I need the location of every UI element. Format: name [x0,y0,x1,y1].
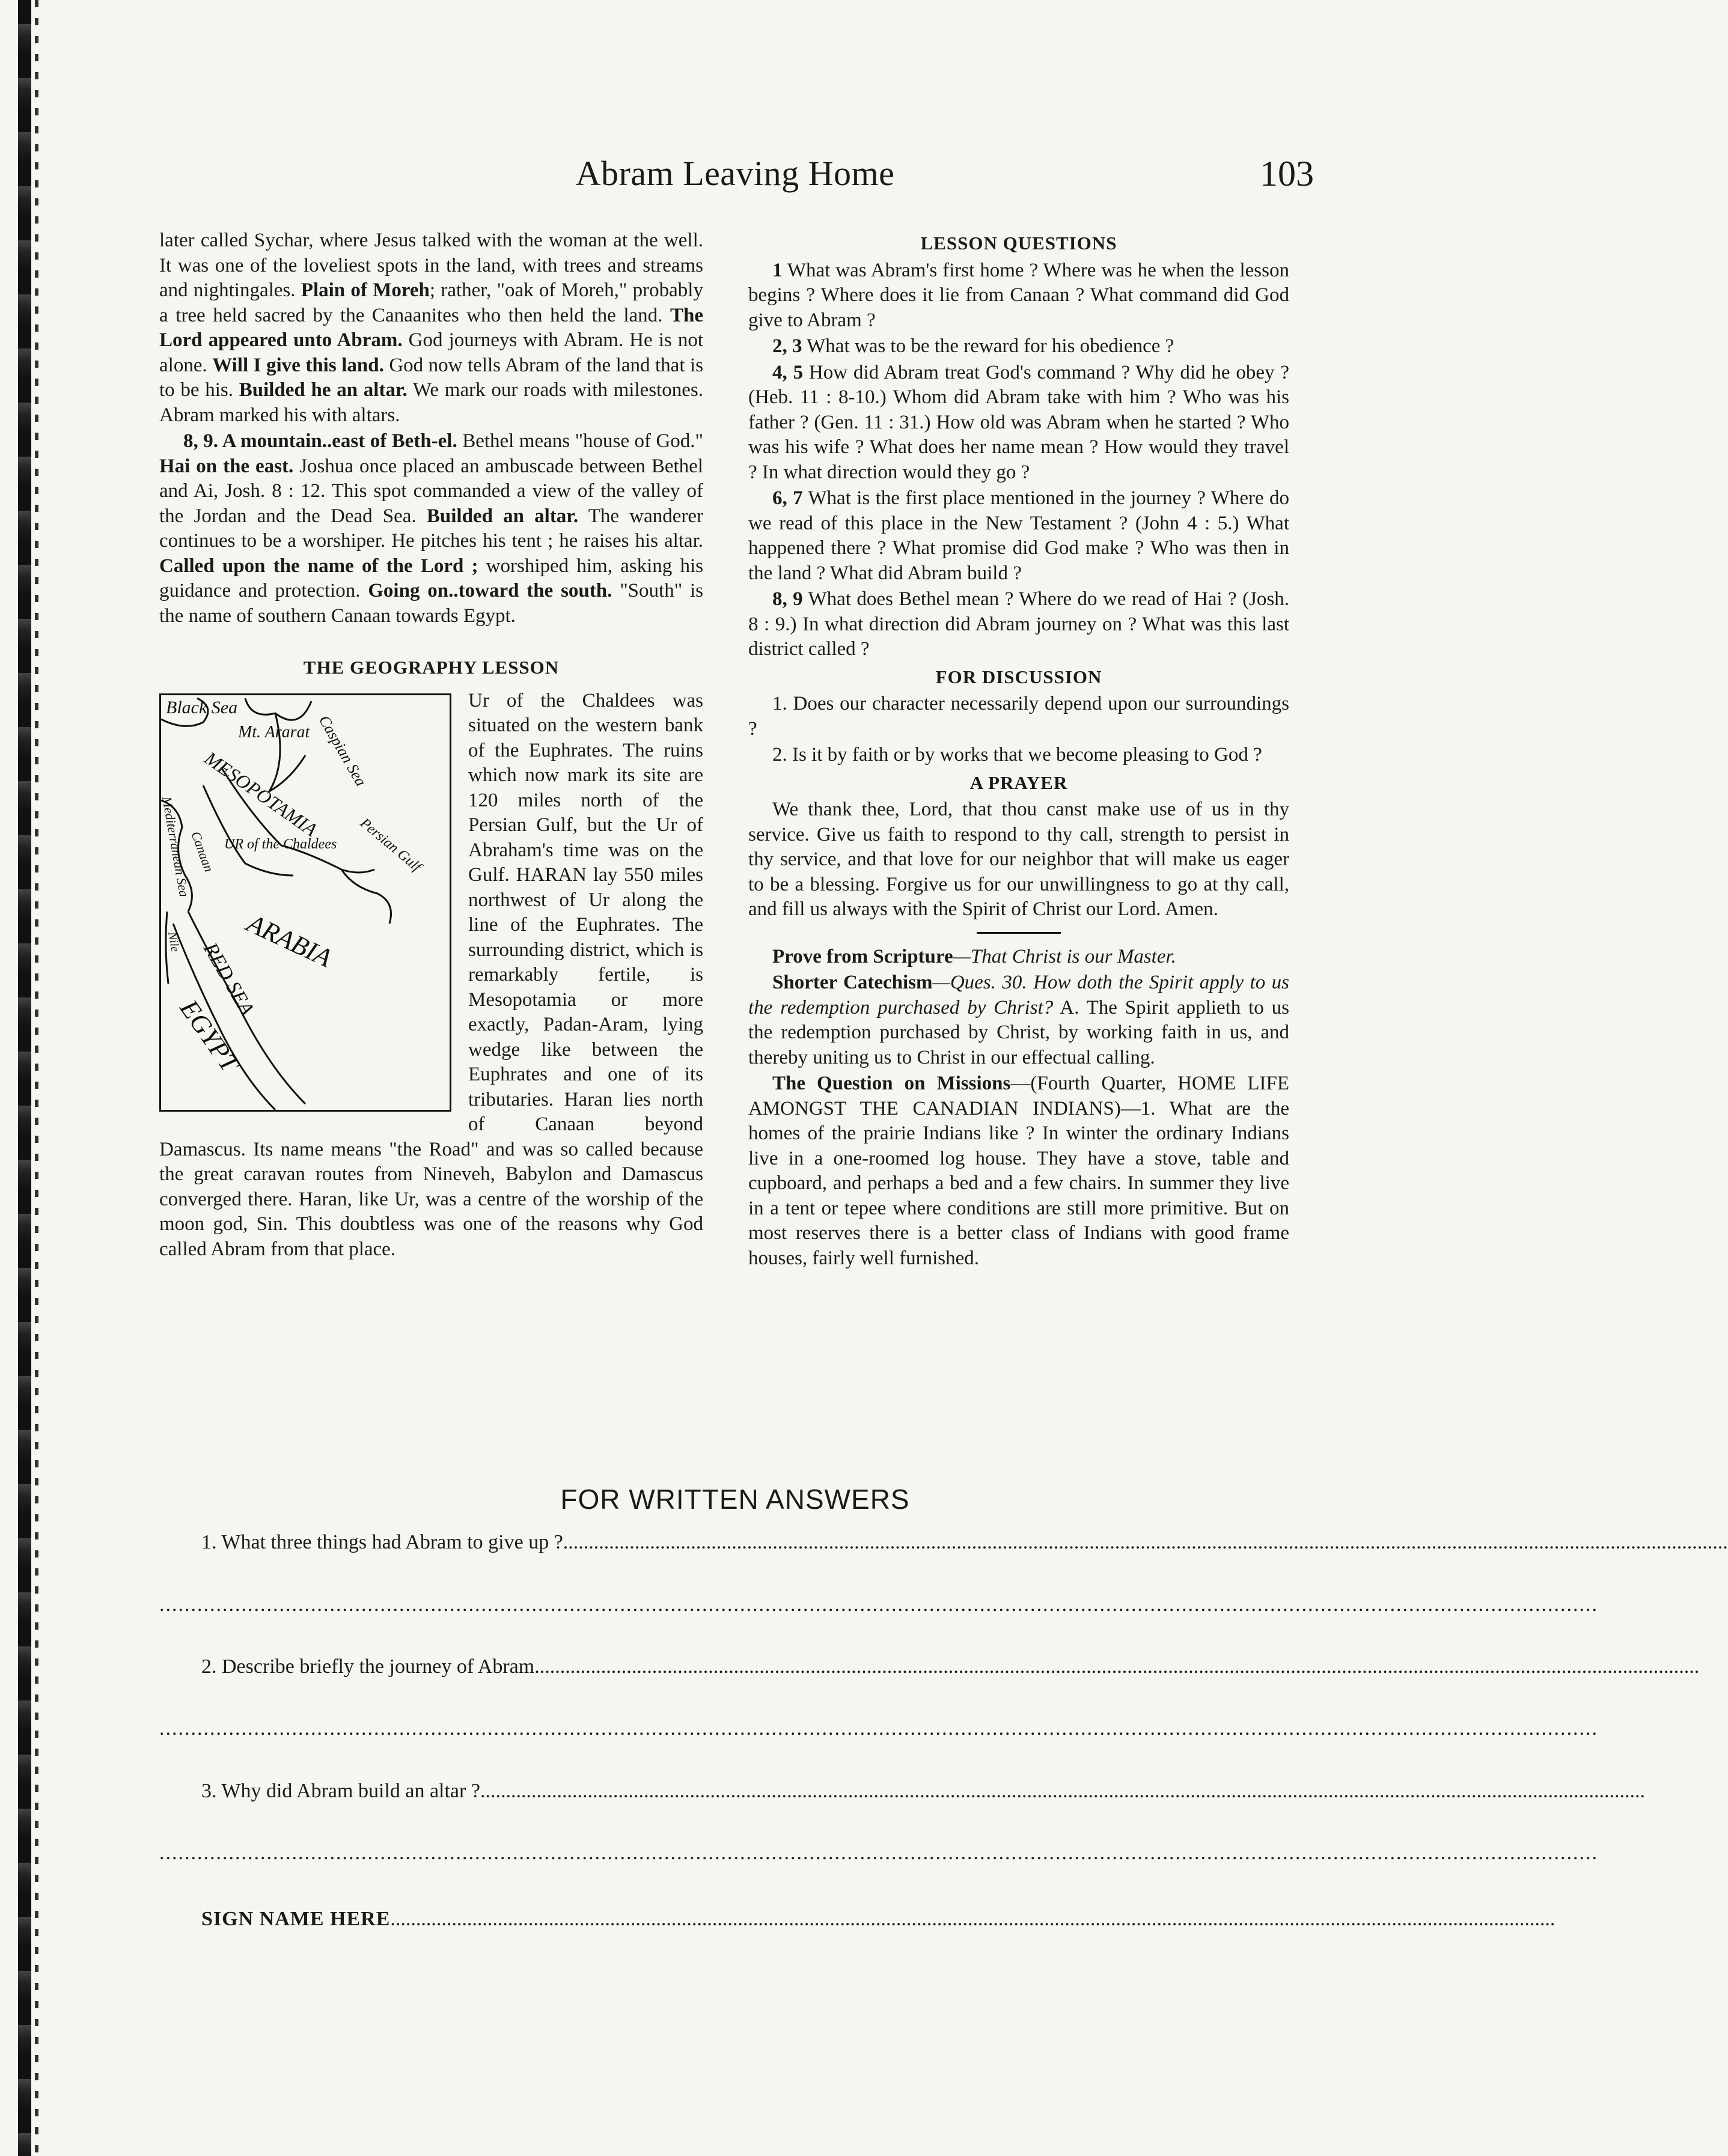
prove-text: —That Christ is our Master. [953,945,1176,967]
lesson-question [748,361,1289,486]
commentary-1-run: The Lord appeared unto Abram. [159,304,703,351]
question-text: What is the first place mentioned in the journey ? Where do we read of this place in the New Testament ? (John 4 : 5.) What happened there ? What promise did God make ? Who was then in the land ? What did Abram build ? [748,487,1290,584]
missions-label: The Question on Missions [772,1073,1011,1094]
missions-text: —(Fourth Quarter, HOME LIFE AMONGST THE CANADIAN INDIANS)—1. What are the homes of the prairie Indians like ? In winter the ordinary Indians live in a one-roomed log house. They have a stove, table and cupboard, and perhaps a bed and a few chairs. In summer they live in a tent or tepee where conditions are still more primitive. But on most reserves there is a better class of Indians with good frame houses, fairly well furnished. [748,1073,1289,1269]
commentary-1-run: later called Sychar, where Jesus talked with the woman at the well. It was one of the loveliest spots in the land, with trees and streams and nightingales. [159,230,703,301]
persian-gulf-shore [341,869,391,924]
written-question-1[interactable] [201,1531,1728,1554]
commentary-1-run: Builded he an altar. [239,379,408,401]
question-number: 6, 7 [772,487,803,509]
written-answers-title: FOR WRITTEN ANSWERS [560,1484,910,1515]
commentary-2-run: 8, 9. A mountain..east of Beth-el. [183,430,457,452]
map-label-red-sea: RED SEA [199,939,258,1019]
question-number: 2, 3 [772,335,802,357]
answer-line-3[interactable]: .................................................................................................................................................................................................................................... [159,1842,1598,1864]
left-column [159,228,703,1263]
commentary-1-run: God journeys with Abram. He is not alone. [159,329,703,376]
question-number: 8, 9 [772,588,803,610]
lesson-questions-list [748,258,1289,662]
map-label-black-sea: Black Sea [166,697,238,717]
written-question-2-label: 2. Describe briefly the journey of Abram [201,1655,535,1678]
lesson-question [748,334,1289,359]
commentary-1-run: Plain of Moreh [301,279,430,301]
map-label-canaan: Canaan [188,829,217,874]
commentary-2-run: The wanderer continues to be a worshiper. He pitches his tent ; he raises his altar. [159,505,703,552]
commentary-2-run: Going on..toward the south. [368,580,612,601]
commentary-paragraph-2 [159,429,703,629]
persian-gulf-head [341,869,374,872]
binding-holes [35,0,38,2156]
commentary-1-run: We mark our roads with milestones. Abram marked his with altars. [159,379,703,426]
map-label-mesopotamia: MESOPOTAMIA [200,746,322,841]
map-label-egypt: EGYPT [174,994,245,1077]
answer-dots: .................................................................................................................................................................................................................................... [563,1531,1728,1553]
prayer-text: We thank thee, Lord, that thou canst make use of us in thy service. Give us faith to respond to thy call, strength to persist in thy service, and that love for our neighbor that will make us eager to be a blessing. Forgive us for our unwillingness to go at thy call, and fill us always with the Spirit of Christ our Lord. Amen. [748,799,1289,920]
commentary-1-run: Will I give this land. [212,354,384,376]
map-label-persian-gulf: Persian Gulf [357,815,424,875]
geography-text: Ur of the Chaldees was situated on the western bank of the Euphrates. The ruins which now mark its site are 120 miles north of the Persian Gulf, but the Ur of Abraham's time was on the Gulf. HARAN lay 550 miles northwest of Ur along the line of the Euphrates. The surrounding district, which is remarkably fertile, is Mesopotamia or more exactly, Padan-Aram, lying wedge like between the Euphrates and one of its tributaries. Haran lies north of Canaan beyond Damascus. Its name means "the Road" and was so called because the great caravan routes from Nineveh, Babylon and Damascus converged there. Haran, like Ur, was a centre of the worship of the moon god, Sin. This doubtless was one of the reasons why God called Abram from that place. [159,689,703,1260]
written-question-3[interactable] [201,1780,1645,1803]
shorter-catechism [748,970,1289,1070]
map-label-nile: Nile [165,930,182,953]
map-label-mediterranean: Mediterranean Sea [159,795,192,898]
answer-dots: .................................................................................................................................................................................................................................... [390,1908,1556,1930]
map-label-ur: UR of the Chaldees [224,836,337,852]
prayer-heading: A PRAYER [969,772,1068,793]
map-label-caspian-sea: Caspian Sea [315,712,370,789]
commentary-paragraph-1 [159,228,703,428]
answer-line-2[interactable]: .................................................................................................................................................................................................................................... [159,1717,1598,1740]
commentary-2-run: Hai on the east. [159,455,294,477]
lesson-question [748,486,1289,586]
discussion-item-1: 1. Does our character necessarily depend upon our surroundings ? [748,693,1289,740]
sign-name-label: SIGN NAME HERE [201,1908,391,1930]
answer-line-1[interactable]: .................................................................................................................................................................................................................................... [159,1594,1598,1616]
caspian-sea-outline [245,698,311,720]
written-question-2[interactable] [201,1655,1700,1678]
lesson-question [748,587,1289,662]
discussion-item-2: 2. Is it by faith or by works that we become pleasing to God ? [772,744,1262,766]
section-divider [977,932,1061,934]
commentary-2-run: worshiped him, asking his guidance and protection. [159,555,704,601]
lesson-questions-heading: LESSON QUESTIONS [920,233,1117,254]
catechism-answer: A. The Spirit applieth to us the redemption purchased by Christ, by working faith in us, and thereby uniting us to Christ in our effectual calling. [748,996,1289,1068]
written-question-3-label: 3. Why did Abram build an altar ? [201,1780,480,1802]
catechism-ques: —Ques. 30. [932,972,1027,993]
commentary-2-run: Called upon the name of the Lord ; [159,555,478,577]
commentary-1-run: God now tells Abram of the land that is to be his. [159,354,704,401]
prove-label: Prove from Scripture [772,945,953,967]
answer-dots: .................................................................................................................................................................................................................................... [480,1780,1645,1802]
written-question-1-label: 1. What three things had Abram to give up ? [201,1531,563,1553]
map-label-arabia: ARABIA [242,908,337,973]
prove-from-scripture [748,945,1289,970]
sign-name-line[interactable] [201,1908,1556,1931]
commentary-2-run: "South" is the name of southern Canaan towards Egypt. [159,580,703,627]
answer-dots: .................................................................................................................................................................................................................................... [534,1655,1700,1678]
question-number: 4, 5 [772,361,804,383]
question-text: How did Abram treat God's command ? Why did he obey ? (Heb. 11 : 8-10.) Whom did Abram take with him ? Who was his father ? (Gen. 11 : 31.) How old was Abram when he started ? Who was his wife ? What does her name mean ? How would they travel ? In what direction would they go ? [748,361,1290,483]
commentary-2-run: Builded an altar. [426,505,579,527]
page-number: 103 [1260,154,1314,193]
missions-question [748,1071,1289,1271]
map-svg [161,695,450,1110]
catechism-label: Shorter Catechism [772,972,933,993]
question-text: What was to be the reward for his obedience ? [802,335,1174,357]
question-text: What does Bethel mean ? Where do we read of Hai ? (Josh. 8 : 9.) In what direction did Abram journey on ? What was this last district called ? [748,588,1289,660]
lesson-question [748,258,1289,333]
geography-heading: THE GEOGRAPHY LESSON [303,657,560,678]
catechism-question: How doth the Spirit apply to us the redemption purchased by Christ? [748,972,1290,1019]
question-number: 1 [772,259,783,281]
page-title: Abram Leaving Home [575,154,895,193]
map-illustration [159,693,451,1112]
binding-edge [18,0,31,2156]
commentary-2-run: Bethel means "house of God." [457,430,703,452]
commentary-2-run: Joshua once placed an ambuscade between Bethel and Ai, Josh. 8 : 12. This spot commanded a view of the valley of the Jordan and the Dead Sea. [159,455,703,527]
right-column [748,228,1289,1272]
discussion-heading: FOR DISCUSSION [935,666,1102,687]
map-label-mt-ararat: Mt. Ararat [238,722,310,742]
question-text: What was Abram's first home ? Where was he when the lesson begins ? Where does it lie from Canaan ? What command did God give to Abram ? [748,259,1289,331]
commentary-1-run: ; rather, "oak of Moreh," probably a tree held sacred by the Canaanites who then held the land. [159,279,703,326]
